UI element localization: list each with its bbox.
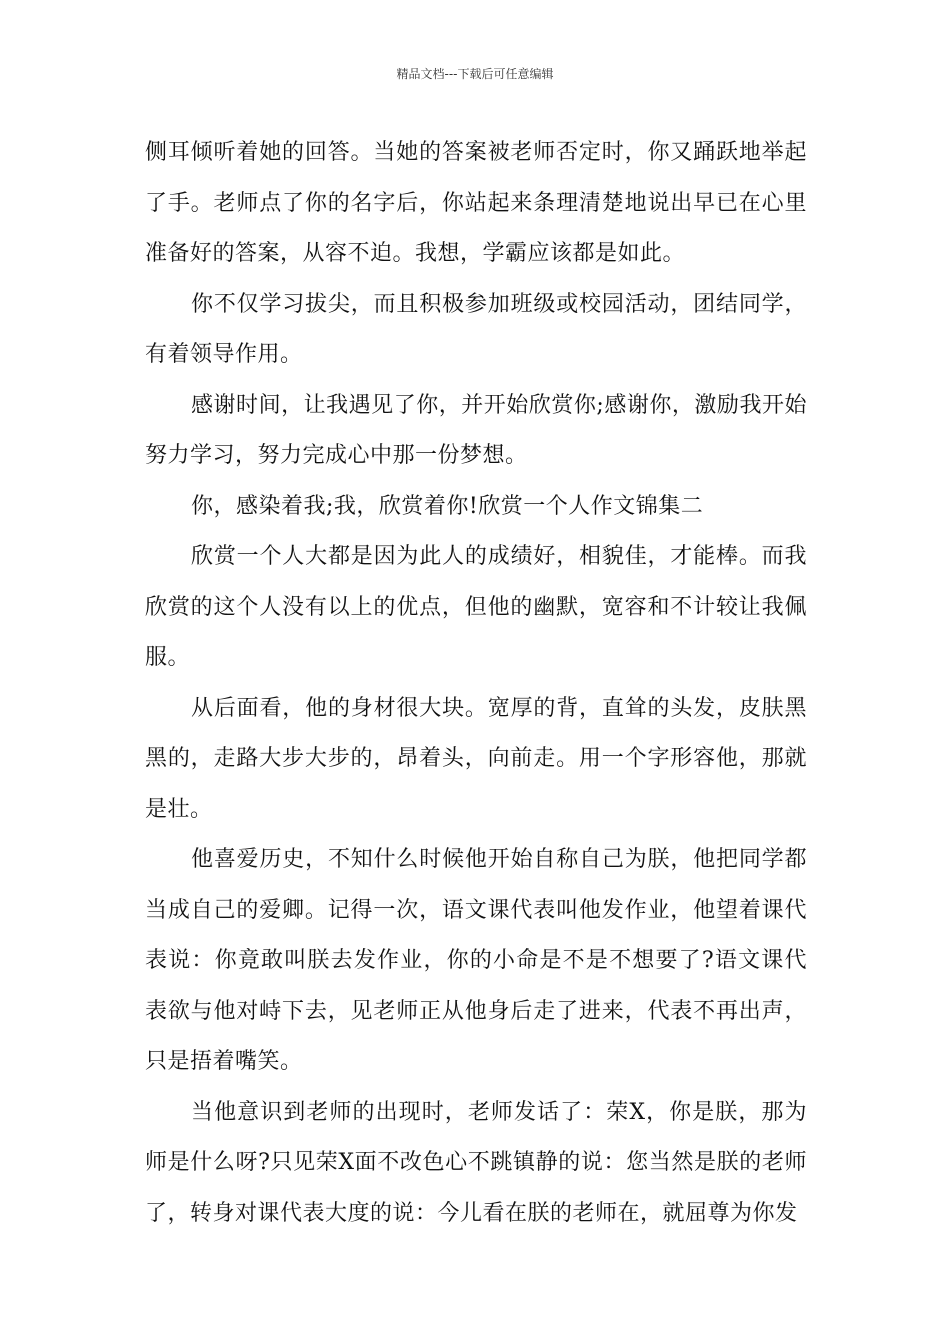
section-heading: 你，感染着我;我，欣赏着你!欣赏一个人作文锦集二 (191, 493, 704, 519)
paragraph: 感谢时间，让我遇见了你，并开始欣赏你;感谢你，激励我开始努力学习，努力完成心中那一份梦想。 (145, 392, 807, 468)
paragraph: 当他意识到老师的出现时，老师发话了：荣X，你是朕，那为师是什么呀?只见荣X面不改色心不跳镇静的说：您当然是朕的老师了，转身对课代表大度的说：今儿看在朕的老师在，就屈尊为你发 (145, 1099, 807, 1226)
paragraph: 你不仅学习拔尖，而且积极参加班级或校园活动，团结同学，有着领导作用。 (145, 291, 807, 367)
paragraph: 从后面看，他的身材很大块。宽厚的背，直耸的头发，皮肤黑黑的，走路大步大步的，昂着头，向前走。用一个字形容他，那就是壮。 (145, 695, 807, 822)
paragraph: 欣赏一个人大都是因为此人的成绩好，相貌佳，才能棒。而我欣赏的这个人没有以上的优点，但他的幽默，宽容和不计较让我佩服。 (145, 544, 807, 670)
document-body (145, 128, 807, 1239)
paragraph: 侧耳倾听着她的回答。当她的答案被老师否定时，你又踊跃地举起了手。老师点了你的名字后，你站起来条理清楚地说出早已在心里准备好的答案，从容不迫。我想，学霸应该都是如此。 (145, 140, 807, 266)
page-header: 精品文档---下载后可任意编辑 (396, 67, 554, 81)
paragraph: 他喜爱历史，不知什么时候他开始自称自己为朕，他把同学都当成自己的爱卿。记得一次，语文课代表叫他发作业，他望着课代表说：你竟敢叫朕去发作业，你的小命是不是不想要了?语文课代表欲与他对峙下去，见老师正从他身后走了进来，代表不再出声，只是捂着嘴笑。 (145, 847, 807, 1074)
